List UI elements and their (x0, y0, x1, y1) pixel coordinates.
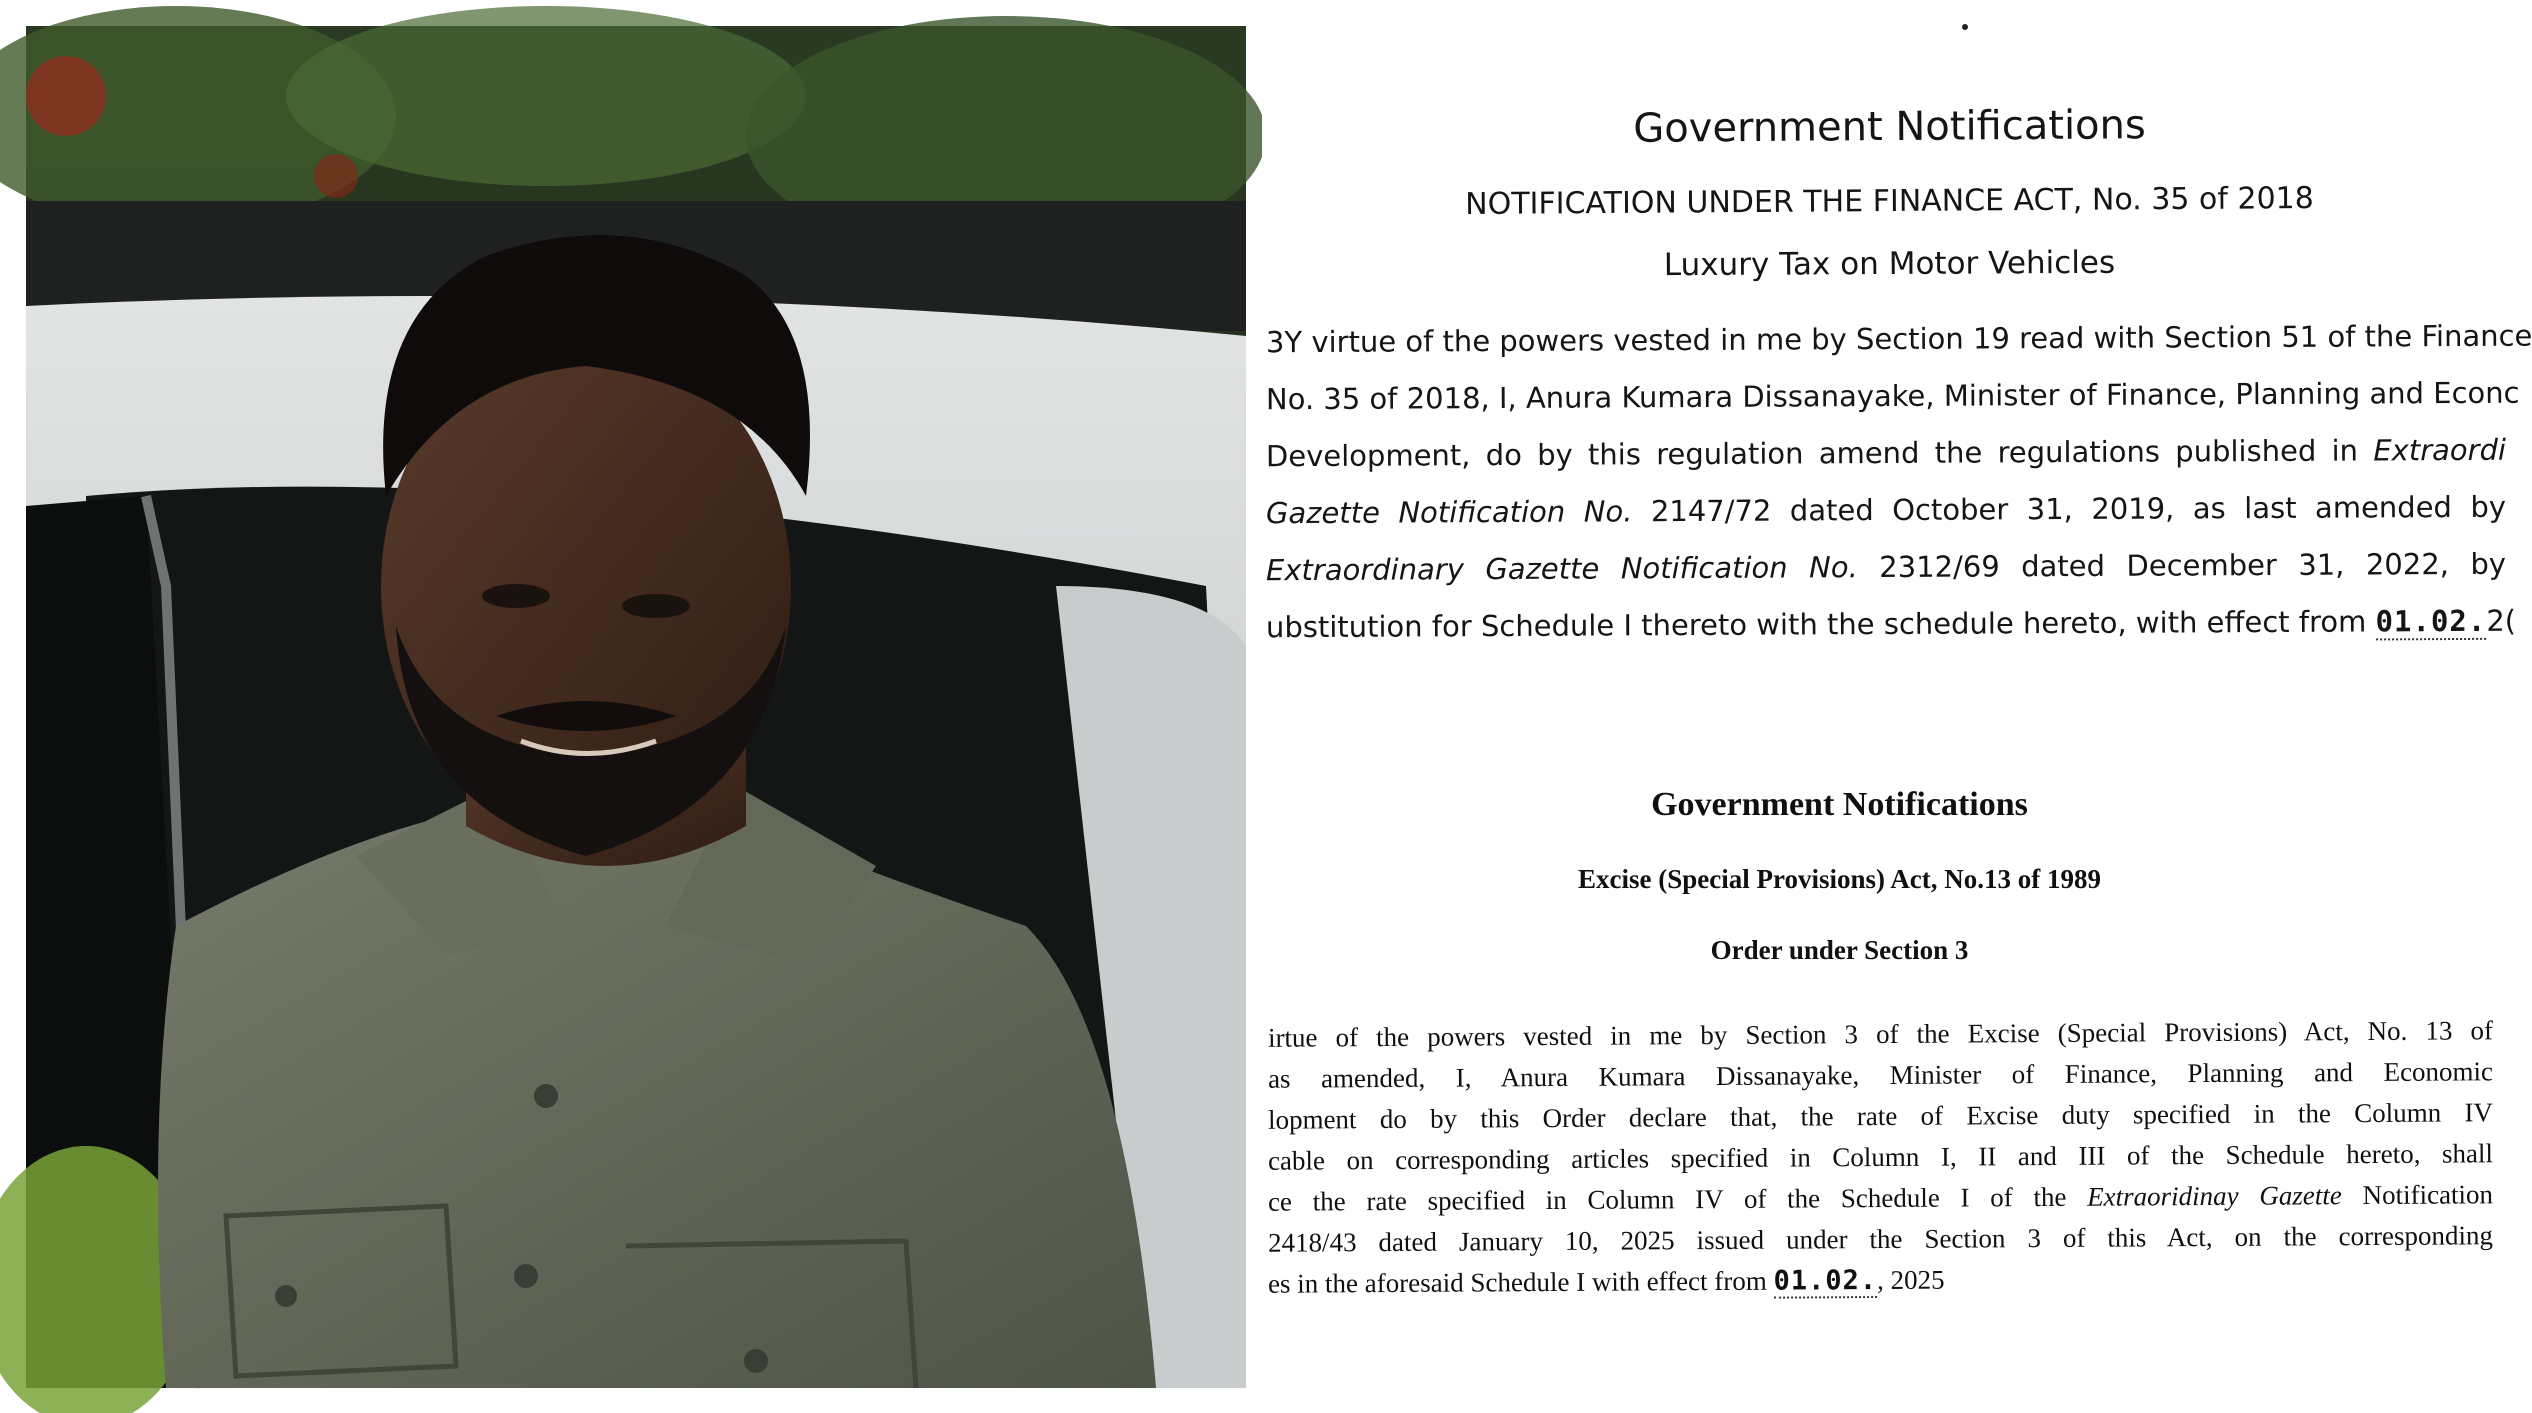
gazette-document (1262, 0, 2532, 1413)
order-subject: Order under Section 3 (1710, 935, 1969, 965)
order-title: Government Notifications (1651, 786, 2028, 823)
notice-line: Extraordinary Gazette Notification No. 2312/69 dated December 31, 2022, by (1265, 546, 2507, 588)
news-photo (26, 26, 1246, 1388)
order-line: as amended, I, Anura Kumara Dissanayake, Minister of Finance, Planning and Economic (1267, 1056, 2494, 1094)
order-line: lopment do by this Order declare that, the rate of Excise duty specified in the Column IV (1267, 1097, 2494, 1135)
notice-title: Government Notifications (1633, 102, 2146, 152)
notice-subject: Luxury Tax on Motor Vehicles (1663, 244, 2116, 284)
order-line: ce the rate specified in Column IV of the Schedule I of the Extraoridinay Gazette Notification (1267, 1179, 2494, 1217)
handwritten-date: 01.02. (2375, 603, 2487, 639)
scan-mark (1962, 24, 1968, 30)
order-act: Excise (Special Provisions) Act, No.13 of 1989 (1578, 864, 2101, 894)
notice-line: No. 35 of 2018, I, Anura Kumara Dissanayake, Minister of Finance, Planning and Econc (1265, 375, 2520, 417)
notice-line: Gazette Notification No. 2147/72 dated October 31, 2019, as last amended by (1265, 489, 2507, 531)
notice-line: 3Y virtue of the powers vested in me by Section 19 read with Section 51 of the Finance (1265, 318, 2532, 360)
notice-line: Development, do by this regulation amend the regulations published in Extraordi (1265, 432, 2507, 474)
notice-line: ubstitution for Schedule I thereto with the schedule hereto, with effect from 01.02.2( (1265, 603, 2517, 645)
order-line: es in the aforesaid Schedule I with effect from 01.02., 2025 (1267, 1264, 1945, 1299)
handwritten-date: 01.02. (1773, 1265, 1878, 1297)
notice-act: NOTIFICATION UNDER THE FINANCE ACT, No. 35 of 2018 (1465, 181, 2314, 222)
order-line: 2418/43 dated January 10, 2025 issued under the Section 3 of this Act, on the corresponding (1267, 1220, 2494, 1258)
order-line: cable on corresponding articles specified in Column I, II and III of the Schedule hereto, shall (1267, 1138, 2494, 1176)
order-line: irtue of the powers vested in me by Section 3 of the Excise (Special Provisions) Act, No. 13 of (1267, 1015, 2494, 1053)
